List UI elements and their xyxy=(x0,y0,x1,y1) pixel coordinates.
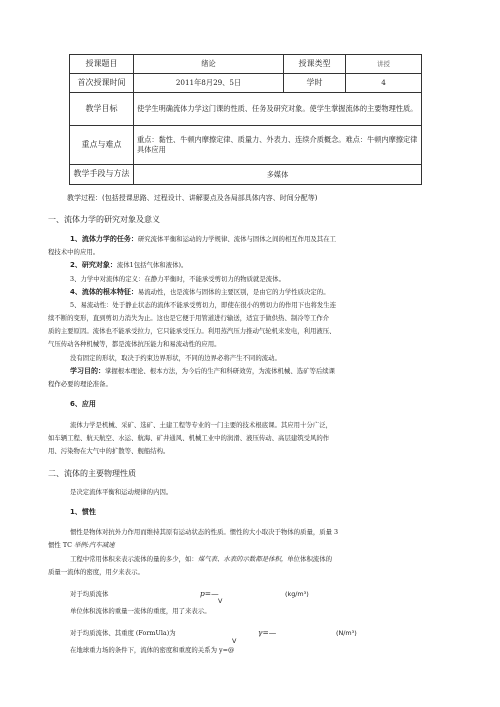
paragraph: 是决定流体平衡和运动规律的内因。 xyxy=(70,488,173,496)
paragraph: 程技术中的应用。 xyxy=(48,248,100,256)
paragraph: 单位体积流体的重量一流体的重度，用了来表示。 xyxy=(70,607,211,615)
weight-unit: (N/m³) xyxy=(336,629,357,637)
label-first-time: 首次授课时间 xyxy=(70,74,134,93)
paragraph: 流体力学是机械、采矿、选矿、土建工程等专业的一门主要的技术根底课。其应用十分广泛， xyxy=(70,421,333,429)
paragraph: 质的主要原因。流体也不能承受拉力，它只能承受压力。利用蒸汽压力推动气轮机来发电，利用液压、 xyxy=(48,327,336,335)
paragraph: 5、易流动性：处于静止状态的流体不能承受剪切力，即使在很小的剪切力的作用下也将发生连 xyxy=(70,301,337,309)
paragraph: 2、研究对象：流体1包括气体和液体)。 xyxy=(70,261,188,269)
weight-formula: γ=— xyxy=(258,628,277,637)
density-formula: p=— xyxy=(200,589,219,598)
table-row xyxy=(70,74,422,93)
paragraph: 1、流体力学的任务：研究流体平衡和运动的力学规律、流体与固体之间的相互作用及其在工 xyxy=(70,235,336,243)
paragraph: 在地球重力场的条件下，流体的密度和重度的关系为 y=@ xyxy=(70,646,235,654)
paragraph: 3、力学中对流体的定义：在静力平衡时，不能承受剪切力的物质就是流体。 xyxy=(70,275,285,283)
value-method: 多媒体 xyxy=(134,165,422,185)
formula-label: 对于均质流体 xyxy=(70,590,109,598)
value-key-points: 重点：黏性、牛顿内摩擦定律、质量力、外表力、连续介质概念。难点：牛顿内摩擦定律具体应用 xyxy=(134,126,422,165)
paragraph: 用、污染物在大气中的扩散等、舰船结构。 xyxy=(48,447,170,455)
label-key-points: 重点与难点 xyxy=(70,126,134,165)
paragraph: 惯性是物体对抗外力作用而维持其原有运动状态的性质。惯性的大小取决于物体的质量，质量 3 xyxy=(70,528,339,536)
process-title: 教学过程：(包括授课思路、过程设计、讲解要点及各局部具体内容、时间分配等) xyxy=(67,194,318,202)
formula-denominator: V xyxy=(232,637,237,645)
value-hours: 4 xyxy=(346,74,422,93)
value-first-time: 2011年8月29、5日 xyxy=(134,74,284,93)
paragraph: 气压传动各种机械等，都是流体抗压能力和易流动性的应用。 xyxy=(48,340,221,348)
label-method: 教学手段与方法 xyxy=(70,165,134,185)
section-2-title: 二、流体的主要物理性质 xyxy=(48,469,136,478)
value-objective: 使学生明确流体力学这门课的性质、任务及研究对象。使学生掌握流体的主要物理性质。 xyxy=(134,93,422,126)
label-type: 授课类型 xyxy=(284,55,346,74)
paragraph: 4、流体的根本特征：易流动性，也是流体与固体的主要区别，是由它的力学性质决定的。 xyxy=(70,288,330,296)
paragraph: 惯性 TC 举例:汽车减速 xyxy=(48,541,115,549)
label-topic: 授课题目 xyxy=(70,55,134,74)
value-type: 讲授 xyxy=(346,55,422,74)
table-row xyxy=(70,55,422,74)
paragraph: 程作必要的理论准备。 xyxy=(48,380,112,388)
value-topic: 绪论 xyxy=(134,55,284,74)
paragraph: 没有固定的形状，取决于约束边界形状，不同的边界必将产生不同的流动。 xyxy=(70,354,281,362)
paragraph: 工程中常用体积来表示流体的量的多少，如：煤气表、水表的示数都是体积，单位体积流体的 xyxy=(70,555,333,563)
subheading: 6、应用 xyxy=(70,400,96,408)
label-hours: 学时 xyxy=(284,74,346,93)
label-objective: 教学目标 xyxy=(70,93,134,126)
paragraph: 质量一流体的密度，用夕来表示。 xyxy=(48,568,144,576)
table-row xyxy=(70,165,422,185)
formula-denominator: V xyxy=(218,597,223,605)
paragraph: 如车辆工程、航天航空、水运、航海、矿井通风、机械工业中的润滑、液压传动、高层建筑受风的作 xyxy=(48,434,330,442)
formula-label: 对于均质流体、其重度 (FormUla)为 xyxy=(70,629,176,637)
subheading: 1、惯性 xyxy=(70,508,96,516)
paragraph: 学习目的：掌握根本理论、根本方法，为今后的生产和科研效劳，为流体机械、选矿等后续课 xyxy=(70,367,336,375)
paragraph: 续不断的变形，直到剪切力消失为止。这也是它便于用管道进行输送，适宜于做供热、制冷等工作介 xyxy=(48,314,330,322)
section-1-title: 一、流体力学的研究对象及意义 xyxy=(48,215,160,224)
table-row xyxy=(70,93,422,126)
lesson-info-table xyxy=(69,54,422,185)
density-unit: (kg/m³) xyxy=(285,590,309,598)
table-row xyxy=(70,126,422,165)
